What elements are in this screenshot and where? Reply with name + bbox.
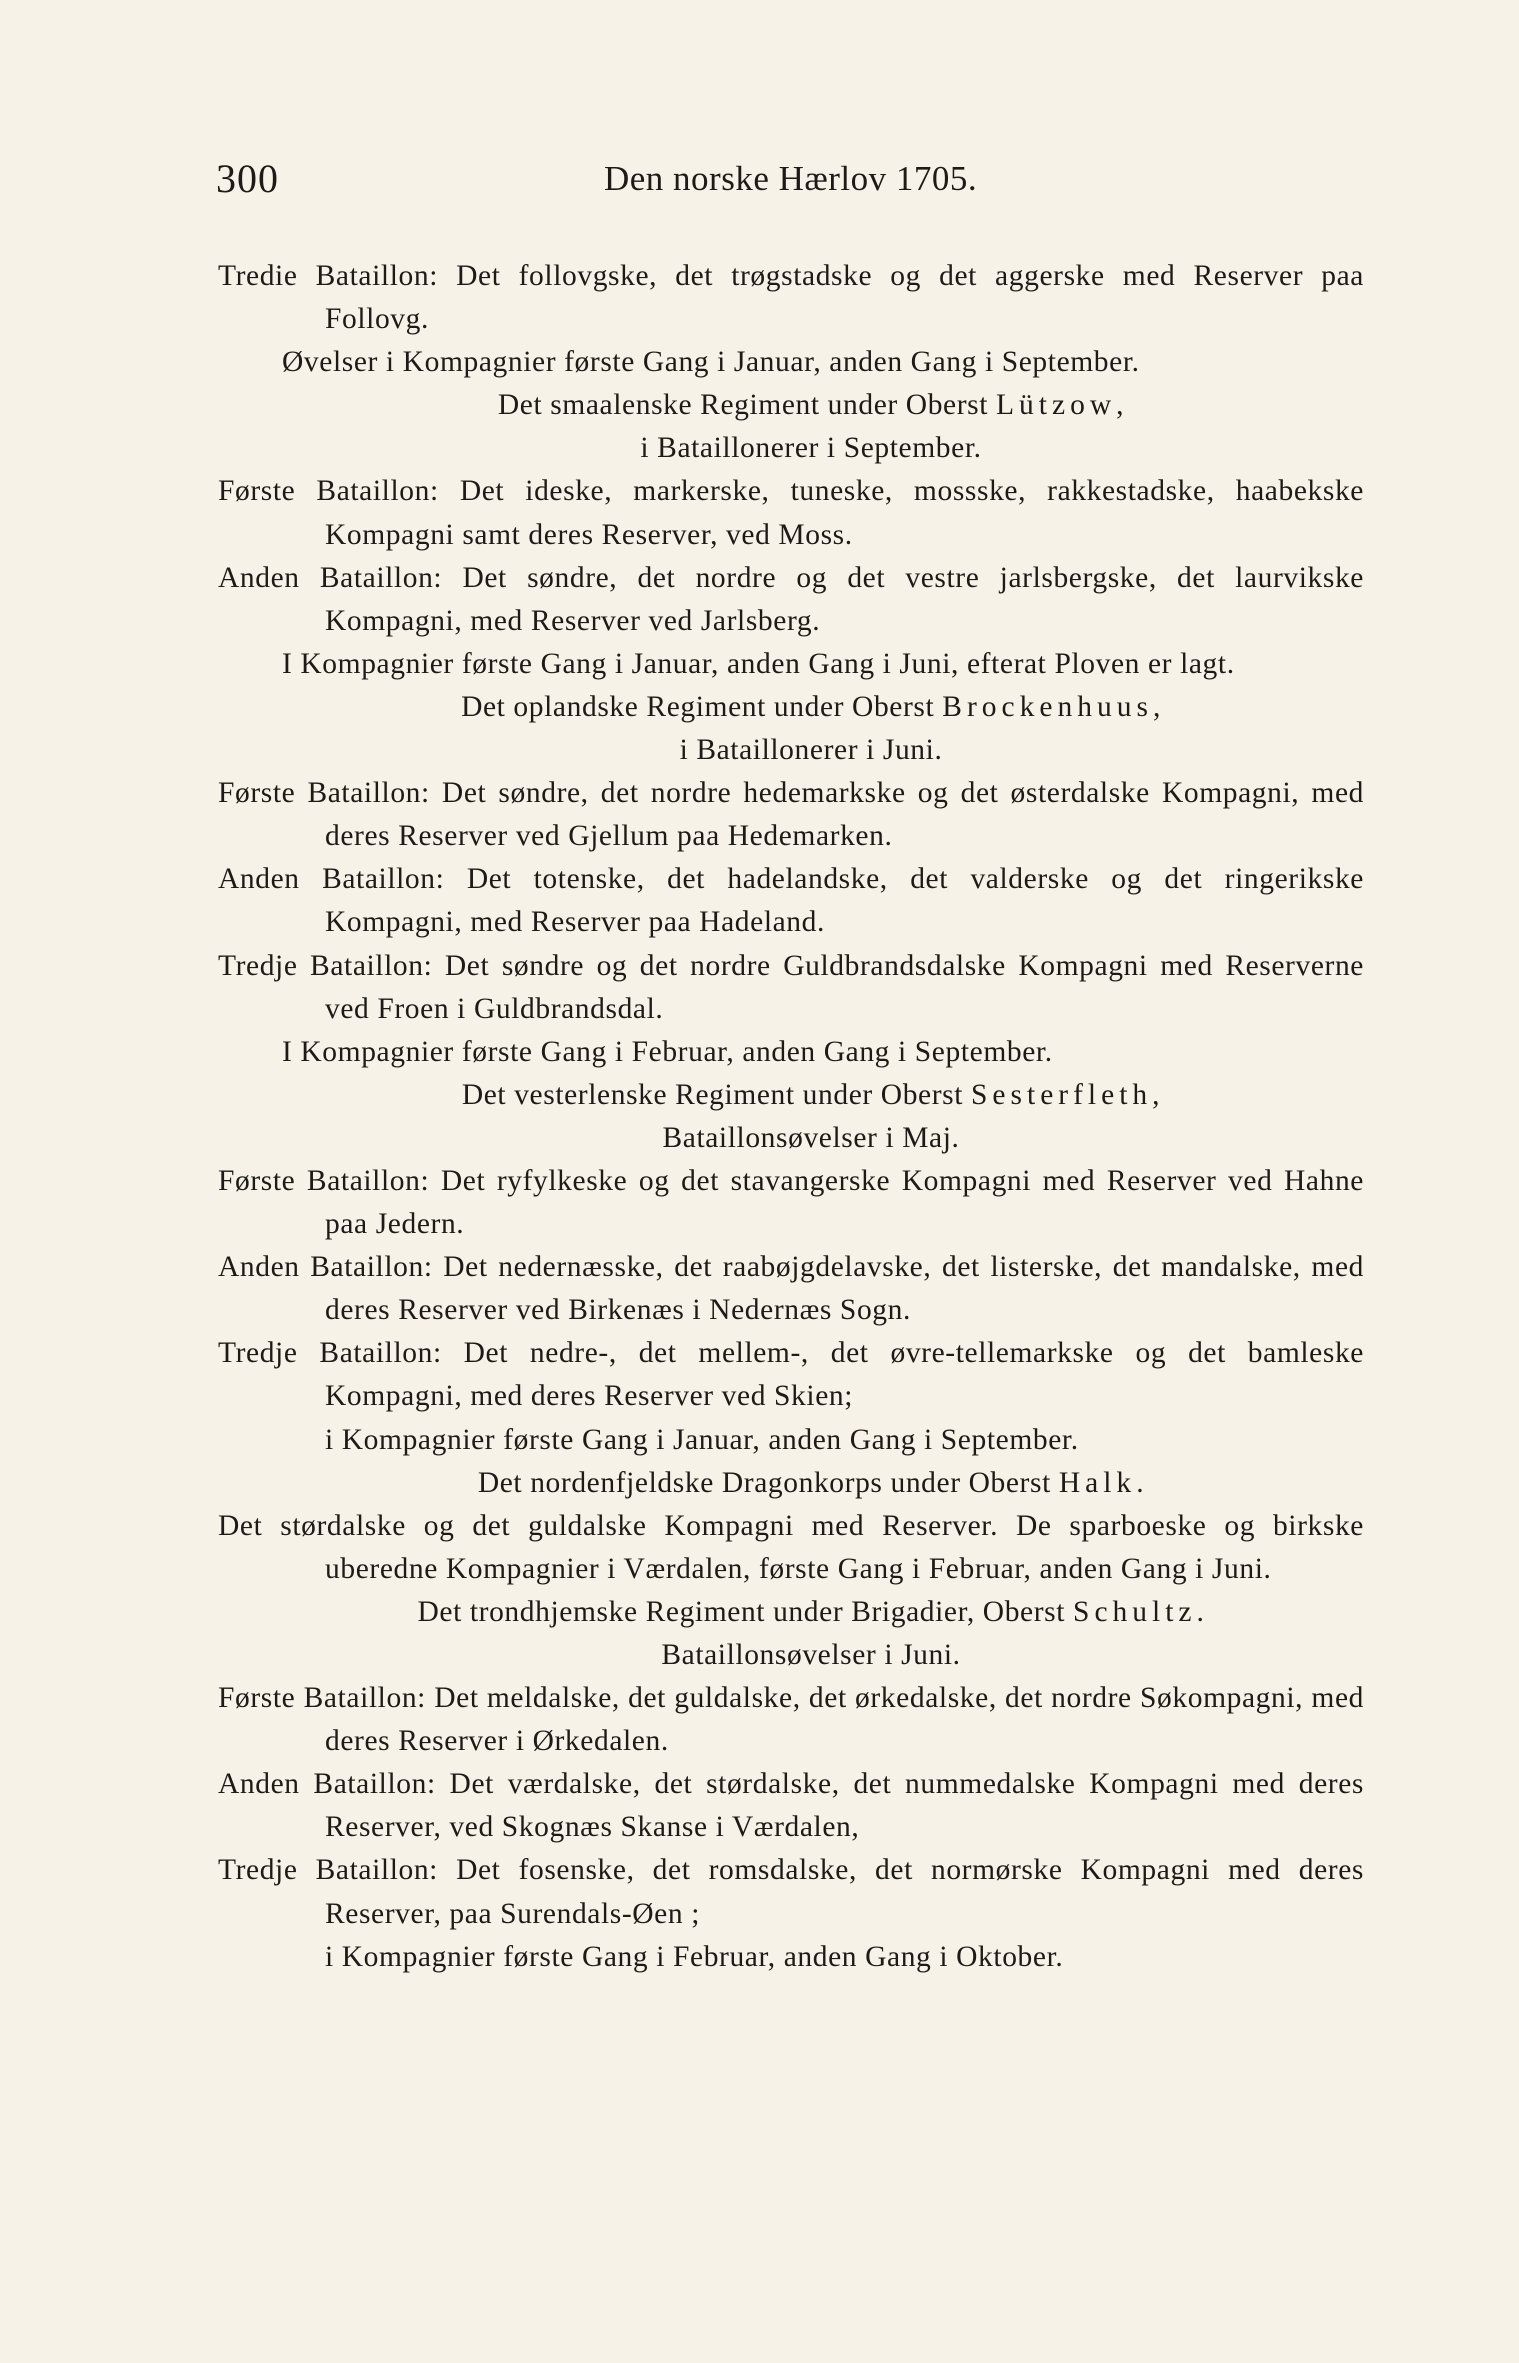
heading-smaalenske-regiment	[218, 384, 1364, 427]
subheading-bataillonsovelser-maj: Bataillonsøvelser i Maj.	[662, 1121, 960, 1154]
paragraph-anden-bataillon-vaerdalen: Anden Bataillon: Det værdalske, det størdalske, det nummedalske Kompagni med deres Reserver, ved Skognæs Skanse i Værdalen,	[218, 1768, 1364, 1844]
heading-punct: ,	[1152, 690, 1161, 723]
heading-punct: .	[1196, 1595, 1205, 1628]
subheading-bataillonerer-september: i Bataillonerer i September.	[640, 432, 982, 465]
paragraph-forste-bataillon-hedemarken: Første Bataillon: Det søndre, det nordre hedemarkske og det østerdalske Kompagni, med deres Reserver ved Gjellum paa Hedemarken.	[218, 777, 1364, 853]
paragraph-stordalske-guldalske: Det størdalske og det guldalske Kompagni med Reserver. De sparboeske og birkske uberedne Kompagnier i Værdalen, første Gang i Februar, anden Gang i Juni.	[218, 1509, 1364, 1585]
heading-text: Det nordenfjeldske Dragonkorps under Oberst	[477, 1466, 1059, 1499]
subheading-bataillonerer-juni: i Bataillonerer i Juni.	[679, 734, 943, 767]
subheading-bataillonsovelser-juni: Bataillonsøvelser i Juni.	[661, 1639, 961, 1671]
page-body	[218, 255, 1364, 1979]
paragraph-kompagnier-ploven: I Kompagnier første Gang i Januar, anden Gang i Juni, efterat Ploven er lagt.	[282, 647, 1235, 680]
paragraph-forste-bataillon-moss: Første Bataillon: Det ideske, markerske, tuneske, mossske, rakkestadske, haabekske Kompagni samt deres Reserver, ved Moss.	[218, 475, 1364, 551]
running-title: Den norske Hærlov 1705.	[604, 159, 978, 198]
officer-name: Halk	[1058, 1466, 1137, 1499]
officer-name: Brockenhuus	[942, 690, 1153, 723]
paragraph-ovelser-januar-september: Øvelser i Kompagnier første Gang i Januar, anden Gang i September.	[282, 346, 1140, 379]
heading-punct: ,	[1152, 1078, 1161, 1111]
page-header	[216, 155, 1366, 215]
paragraph-kompagnier-januar-september: i Kompagnier første Gang i Januar, anden Gang i September.	[325, 1423, 1079, 1456]
paragraph-tredje-bataillon-skien: Tredje Bataillon: Det nedre-, det mellem-, det øvre-tellemarkske og det bamleske Kompagni, med deres Reserver ved Skien;	[218, 1337, 1364, 1413]
heading-text: Det oplandske Regiment under Oberst	[461, 690, 943, 723]
heading-nordenfjeldske-dragonkorps	[218, 1462, 1364, 1505]
heading-punct: ,	[1116, 389, 1125, 422]
paragraph-tredje-bataillon-guldbrandsdal: Tredje Bataillon: Det søndre og det nordre Guldbrandsdalske Kompagni med Reserverne ved Froen i Guldbrandsdal.	[218, 949, 1364, 1025]
page-number: 300	[216, 156, 279, 201]
paragraph-anden-bataillon-hadeland: Anden Bataillon: Det totenske, det hadelandske, det valderske og det ringerikske Kompagni, med Reserver paa Hadeland.	[218, 863, 1364, 939]
heading-text: Det smaalenske Regiment under Oberst	[497, 389, 997, 422]
heading-oplandske-regiment	[218, 686, 1364, 729]
paragraph-forste-bataillon-orkedalen: Første Bataillon: Det meldalske, det guldalske, det ørkedalske, det nordre Søkompagni, med deres Reserver i Ørkedalen.	[218, 1682, 1364, 1758]
heading-text: Det trondhjemske Regiment under Brigadier, Oberst	[417, 1595, 1074, 1628]
officer-name: Lützow	[996, 389, 1117, 422]
paragraph-forste-bataillon-jedern: Første Bataillon: Det ryfylkeske og det stavangerske Kompagni med Reserver ved Hahne paa Jedern.	[218, 1164, 1364, 1241]
officer-name: Schultz	[1073, 1595, 1197, 1628]
paragraph-kompagnier-februar-september: I Kompagnier første Gang i Februar, anden Gang i September.	[282, 1035, 1053, 1068]
heading-vesterlenske-regiment	[218, 1074, 1364, 1117]
heading-trondhjemske-regiment	[218, 1591, 1364, 1634]
heading-text: Det vesterlenske Regiment under Oberst	[461, 1078, 972, 1111]
paragraph-anden-bataillon-nedernaes: Anden Bataillon: Det nedernæsske, det raabøjgdelavske, det listerske, det mandalske, med deres Reserver ved Birkenæs i Nedernæs Sogn.	[218, 1251, 1364, 1327]
heading-punct: .	[1136, 1466, 1145, 1499]
paragraph-anden-bataillon-jarlsberg: Anden Bataillon: Det søndre, det nordre og det vestre jarlsbergske, det laurvikske Kompagni, med Reserver ved Jarlsberg.	[218, 561, 1364, 637]
paragraph-tredie-bataillon-follovg: Tredie Bataillon: Det follovgske, det trøgstadske og det aggerske med Reserver paa Follovg.	[218, 260, 1364, 336]
officer-name: Sesterfleth	[971, 1078, 1153, 1111]
paragraph-kompagnier-februar-oktober: i Kompagnier første Gang i Februar, anden Gang i Oktober.	[325, 1940, 1064, 1973]
paragraph-tredje-bataillon-surendals: Tredje Bataillon: Det fosenske, det romsdalske, det normørske Kompagni med deres Reserver, paa Surendals-Øen ;	[218, 1854, 1364, 1930]
